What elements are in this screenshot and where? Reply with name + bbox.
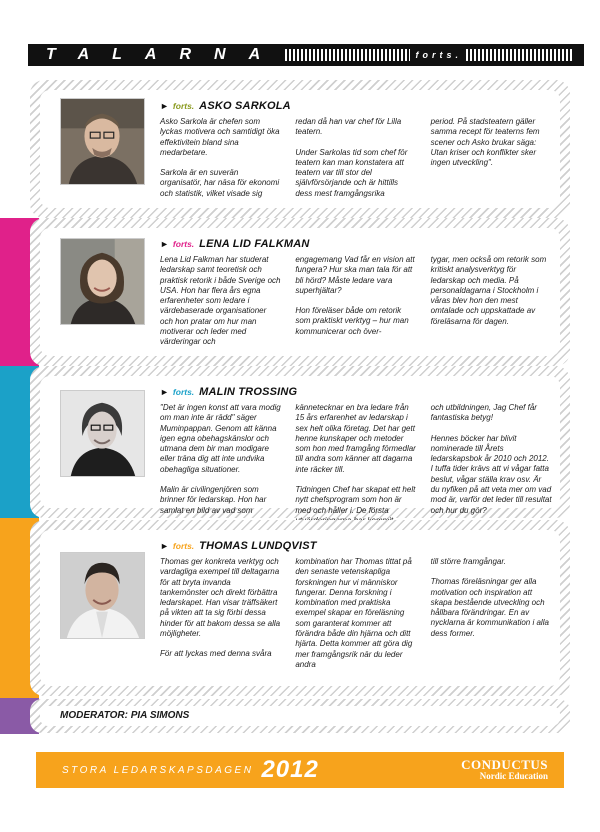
speaker-name: LENA LID FALKMAN xyxy=(199,238,310,250)
forts-label: forts. xyxy=(172,541,195,551)
speaker-name: MALIN TROSSING xyxy=(199,386,298,398)
speaker-card xyxy=(40,90,560,208)
paragraph: Malin är civilingenjören som brinner för ledarskap. Hon har samlat en bild av vad som xyxy=(160,485,267,515)
speaker-section-lena xyxy=(30,218,570,366)
paragraph: Thomas föreläsningar ger alla motivation och inspiration att skapa bestående utveckling och hållbara förändringar. En av nycklarna är kommunikation i alla dess former. xyxy=(430,577,549,638)
speaker-section-malin xyxy=(30,366,570,518)
paragraph: tygar, men också om retorik som kritiskt analysverktyg för ledarskap och media. På personaldagarna i Stockholm i våras blev hon den mest omtalade och uppskattade av föreläsarna för dagen. xyxy=(430,255,547,326)
arrow-right-icon: ► xyxy=(160,541,169,551)
speaker-name: THOMAS LUNDQVIST xyxy=(199,540,317,552)
forts-label: forts. xyxy=(172,239,195,249)
paragraph: redan då han var chef för Lilla teatern. xyxy=(295,117,402,137)
speaker-name: ASKO SARKOLA xyxy=(199,100,291,112)
text-column xyxy=(160,255,281,348)
event-name: STORA LEDARSKAPSDAGEN xyxy=(62,764,254,776)
text-column xyxy=(295,117,416,199)
text-column xyxy=(431,403,552,526)
header-bar xyxy=(28,44,584,66)
speaker-heading xyxy=(160,238,310,250)
arrow-right-icon: ► xyxy=(160,239,169,249)
speaker-photo xyxy=(60,552,145,639)
paragraph: Sarkola är en suverän organisatör, har näsa för ekonomi och statistik, vilket visade sig xyxy=(160,168,280,198)
text-column xyxy=(295,403,416,526)
portrait-image xyxy=(61,99,144,184)
speaker-card xyxy=(40,228,560,356)
paragraph: Lena Lid Falkman har studerat ledarskap samt teoretisk och praktisk retorik i både Sverige och USA. Hon har flera års egna erfarenheter som ledare i värdebaserade organisationer och hon pratar om hur man motiverar och leder med värderingar och xyxy=(160,255,281,347)
paragraph: kännetecknar en bra ledare från 15 års erfarenhet av ledarskap i sex helt olika företag. Det har gett henne kunskaper och metoder som hon med framgång förmedlar till andra som känner att dagarna inte räcker till. xyxy=(295,403,416,474)
speaker-section-asko xyxy=(30,80,570,218)
speaker-photo xyxy=(60,238,145,325)
paragraph: "Det är ingen konst att vara modig om man inte är rädd" säger Muminpappan. Genom att känna igen egna obehagskänslor och utmana dem bir man modigare eller träna dig att inte undvika obehagliga situationer. xyxy=(160,403,281,474)
page-title: TALARNA xyxy=(46,46,284,63)
paragraph: För att lyckas med denna svåra xyxy=(160,649,272,659)
paragraph: period. På stadsteatern gäller samma recept för teaterns fem scener och Asko brukar säga: Utan kriser och konflikter sker ingen utveckling". xyxy=(430,117,540,168)
paragraph: Tidningen Chef har skapat ett helt nytt chefsprogram som hon är med och håller i. De första xyxy=(295,485,416,515)
speaker-text xyxy=(160,557,552,670)
text-column xyxy=(431,255,552,348)
text-column xyxy=(431,557,552,670)
arrow-right-icon: ► xyxy=(160,101,169,111)
paragraph: Hennes böcker har blivit nominerade till Årets ledarskapsbok år 2010 och 2012. I tuffa tider krävs att vi vågar fatta beslut, vågar ställa krav osv. Är du nyfiken på att veta mer om vad mod är, varför det leder till resultat och hur du gör? xyxy=(430,433,552,515)
text-column xyxy=(431,117,552,199)
speaker-photo xyxy=(60,98,145,185)
footer-bar xyxy=(36,752,564,788)
speaker-text xyxy=(160,117,552,199)
paragraph: och utbildningen, Jag Chef får fantastiska betyg! xyxy=(430,403,537,423)
brand-subtitle: Nordic Education xyxy=(479,771,548,781)
portrait-image xyxy=(61,391,144,476)
paragraph: Asko Sarkola är chefen som lyckas motivera och samtidigt öka effektivitein bland sina medarbetare. xyxy=(160,117,280,157)
header-continued: forts. xyxy=(415,50,462,60)
speaker-photo xyxy=(60,390,145,477)
text-column xyxy=(160,403,281,526)
speaker-heading xyxy=(160,100,291,112)
portrait-image xyxy=(61,553,144,638)
paragraph: kombination har Thomas tittat på den senaste vetenskapliga forskningen hur vi människor fungerar. Denna forskning i kombination med praktiska exempel skapar en föreläsning som garanterat kommer att förändra både din hjärna och ditt hjärta. Detta kommer att göra dig mer framgångsrik när du leder andra xyxy=(295,557,413,669)
brand-name: CONDUCTUS xyxy=(461,757,548,772)
header-stripe xyxy=(285,49,409,61)
paragraph: engagemang Vad får en vision att fungera? Hur ska man tala för att bli hörd? Måste ledare vara superhjältar? xyxy=(295,255,415,295)
arrow-right-icon: ► xyxy=(160,387,169,397)
event-year: 2012 xyxy=(261,756,319,783)
paragraph: Hon föreläser både om retorik som praktiskt verktyg – hur man kommunicerar och över- xyxy=(295,306,409,336)
forts-label: forts. xyxy=(172,101,195,111)
moderator-label: MODERATOR: PIA SIMONS xyxy=(40,706,560,726)
speaker-card xyxy=(40,376,560,515)
speaker-text xyxy=(160,403,552,526)
paragraph: Thomas ger konkreta verktyg och vardagliga exempel till deltagarna för att bryta invanda tankemönster och direkt förbättra ledarskapet. Han visar träffsäkert på vikten att ta sig förbi dessa hinder för att bakom dessa se alla möjligheter. xyxy=(160,557,281,639)
header-stripe-right xyxy=(466,49,574,61)
moderator-box xyxy=(30,699,570,733)
forts-label: forts. xyxy=(172,387,195,397)
speaker-section-thomas xyxy=(30,520,570,696)
portrait-image xyxy=(61,239,144,324)
brand-logo xyxy=(461,758,548,782)
text-column xyxy=(160,557,281,670)
speaker-heading xyxy=(160,540,317,552)
speaker-heading xyxy=(160,386,297,398)
text-column xyxy=(295,255,416,348)
speaker-card xyxy=(40,530,560,686)
paragraph: Under Sarkolas tid som chef för teatern kan man konstatera att teatern var till stor del självförsörjande och är hittills dess mest framgångsrika xyxy=(295,147,408,198)
text-column xyxy=(295,557,416,670)
speaker-text xyxy=(160,255,552,348)
paragraph: till större framgångar. xyxy=(430,557,506,566)
text-column xyxy=(160,117,281,199)
